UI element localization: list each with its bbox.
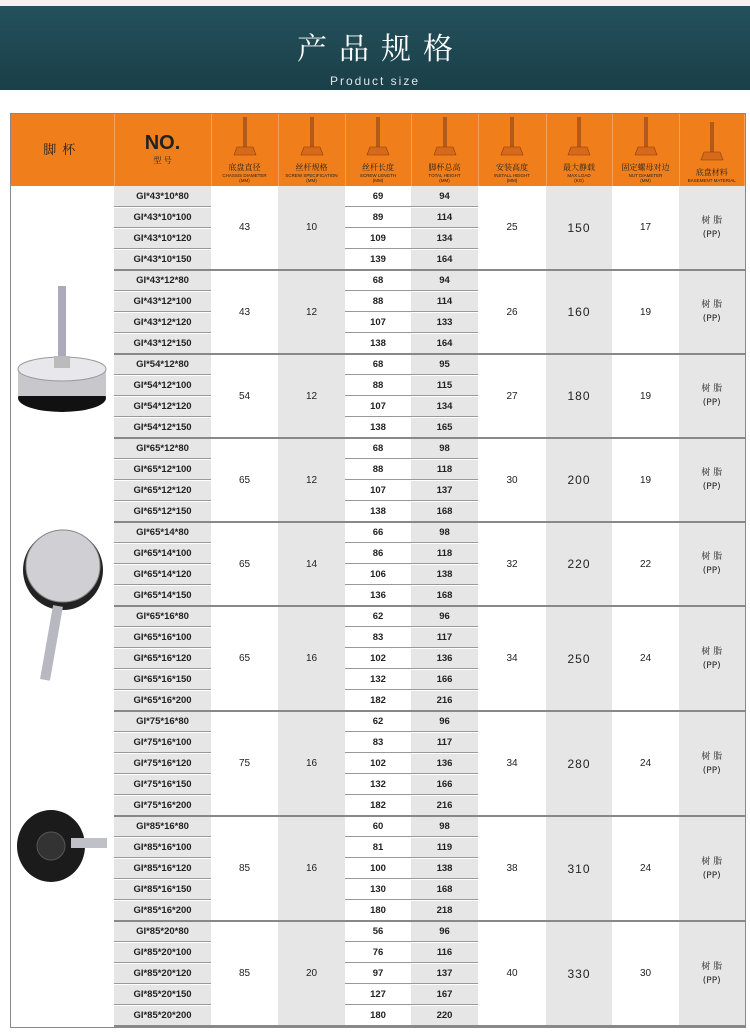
total-height: 137 xyxy=(411,963,478,984)
total-height: 164 xyxy=(411,249,478,270)
col-unit: (MM) xyxy=(439,178,450,183)
screw-length: 180 xyxy=(345,900,411,921)
total-height: 218 xyxy=(411,900,478,921)
total-height: 133 xyxy=(411,312,478,333)
chassis-diameter: 65 xyxy=(211,438,278,522)
screw-length: 132 xyxy=(345,669,411,690)
basement-material xyxy=(679,522,745,606)
nut-diameter: 24 xyxy=(612,816,679,921)
header-col xyxy=(411,114,478,186)
leveling-foot-image-3 xyxy=(17,810,107,882)
col-unit: (MM) xyxy=(306,178,317,183)
total-height: 216 xyxy=(411,690,478,711)
max-load-icon xyxy=(547,115,612,159)
total-height: 134 xyxy=(411,228,478,249)
material-code: (PP) xyxy=(702,229,721,240)
model-number: GI*65*14*80 xyxy=(114,522,211,543)
header-col xyxy=(679,114,745,186)
screw-length: 88 xyxy=(345,291,411,312)
model-number: GI*85*20*100 xyxy=(114,942,211,963)
model-number: GI*43*10*120 xyxy=(114,228,211,249)
model-number: GI*65*12*100 xyxy=(114,459,211,480)
header-col xyxy=(478,114,546,186)
table-row xyxy=(11,522,745,543)
top-strip xyxy=(0,0,750,6)
model-number: GI*43*12*150 xyxy=(114,333,211,354)
model-number: GI*54*12*100 xyxy=(114,375,211,396)
header-col xyxy=(612,114,679,186)
total-height: 138 xyxy=(411,564,478,585)
total-height: 134 xyxy=(411,396,478,417)
table-row xyxy=(11,186,745,207)
max-load: 250 xyxy=(546,606,612,711)
no-label: NO. xyxy=(144,131,181,154)
material-cn: 树 脂 xyxy=(701,961,723,972)
screw-spec: 12 xyxy=(278,270,345,354)
total-height: 118 xyxy=(411,543,478,564)
material-code: (PP) xyxy=(702,660,721,671)
total-height: 165 xyxy=(411,417,478,438)
model-number: GI*85*20*150 xyxy=(114,984,211,1005)
model-number: GI*65*12*120 xyxy=(114,480,211,501)
header-no xyxy=(114,114,211,186)
model-number: GI*43*10*80 xyxy=(114,186,211,207)
col-en: BASEMENT MATERIAL xyxy=(687,178,736,183)
install-height: 34 xyxy=(478,606,546,711)
screw-length: 136 xyxy=(345,585,411,606)
product-label: 脚杯 xyxy=(43,142,82,158)
max-load: 280 xyxy=(546,711,612,816)
screw-spec: 14 xyxy=(278,522,345,606)
nut-diameter: 19 xyxy=(612,354,679,438)
table-row xyxy=(11,438,745,459)
total-height: 220 xyxy=(411,1005,478,1026)
total-height: 114 xyxy=(411,207,478,228)
total-height: 114 xyxy=(411,291,478,312)
basement-material xyxy=(679,438,745,522)
model-number: GI*65*16*120 xyxy=(114,648,211,669)
screw-length: 69 xyxy=(345,186,411,207)
model-number: GI*75*16*120 xyxy=(114,753,211,774)
screw-spec: 16 xyxy=(278,816,345,921)
material-code: (PP) xyxy=(702,870,721,881)
screw-length: 88 xyxy=(345,375,411,396)
chassis-diameter: 75 xyxy=(211,711,278,816)
material-code: (PP) xyxy=(702,765,721,776)
total-height: 117 xyxy=(411,732,478,753)
page-title: 产品规格 xyxy=(297,32,465,67)
screw-length: 66 xyxy=(345,522,411,543)
model-number: GI*65*16*100 xyxy=(114,627,211,648)
screw-spec: 20 xyxy=(278,921,345,1026)
basement-material xyxy=(679,711,745,816)
install-height-icon xyxy=(479,115,546,159)
col-cn: 固定螺母对边 xyxy=(621,163,670,172)
screw-length: 182 xyxy=(345,690,411,711)
col-en: CHASSIS DIAMETER xyxy=(222,173,267,178)
chassis-diameter: 65 xyxy=(211,522,278,606)
screw-length: 83 xyxy=(345,732,411,753)
screw-length: 138 xyxy=(345,501,411,522)
model-number: GI*43*12*100 xyxy=(114,291,211,312)
col-cn: 底盘材料 xyxy=(695,168,728,177)
screw-length: 76 xyxy=(345,942,411,963)
nut-diameter: 19 xyxy=(612,270,679,354)
col-en: SCREW LENGTH xyxy=(359,173,397,178)
basement-material xyxy=(679,921,745,1026)
screw-length: 180 xyxy=(345,1005,411,1026)
install-height: 30 xyxy=(478,438,546,522)
total-height: 167 xyxy=(411,984,478,1005)
no-cn-label: 型 号 xyxy=(153,155,172,165)
model-number: GI*54*12*80 xyxy=(114,354,211,375)
max-load: 150 xyxy=(546,186,612,270)
total-height: 136 xyxy=(411,648,478,669)
material-cn: 树 脂 xyxy=(701,646,723,657)
screw-length: 138 xyxy=(345,333,411,354)
total-height: 98 xyxy=(411,522,478,543)
screw-length: 100 xyxy=(345,858,411,879)
model-number: GI*43*10*100 xyxy=(114,207,211,228)
model-number: GI*65*12*150 xyxy=(114,501,211,522)
screw-length: 89 xyxy=(345,207,411,228)
max-load: 220 xyxy=(546,522,612,606)
screw-length-icon xyxy=(346,115,411,159)
screw-spec: 16 xyxy=(278,711,345,816)
total-height: 96 xyxy=(411,711,478,732)
screw-length: 68 xyxy=(345,354,411,375)
col-cn: 丝杆长度 xyxy=(362,163,394,172)
total-height-icon xyxy=(412,115,478,159)
screw-spec: 12 xyxy=(278,354,345,438)
total-height: 96 xyxy=(411,921,478,942)
nut-diameter: 19 xyxy=(612,438,679,522)
screw-length: 107 xyxy=(345,480,411,501)
total-height: 168 xyxy=(411,879,478,900)
page-subtitle: Product size xyxy=(329,74,421,88)
install-height: 40 xyxy=(478,921,546,1026)
leveling-foot-image-1 xyxy=(18,286,106,412)
basement-material xyxy=(679,606,745,711)
screw-length: 132 xyxy=(345,774,411,795)
col-unit: (MM) xyxy=(372,178,384,183)
screw-length: 56 xyxy=(345,921,411,942)
table-row xyxy=(11,816,745,837)
model-number: GI*54*12*150 xyxy=(114,417,211,438)
total-height: 136 xyxy=(411,753,478,774)
model-number: GI*85*16*120 xyxy=(114,858,211,879)
col-cn: 丝杆规格 xyxy=(295,163,328,172)
install-height: 25 xyxy=(478,186,546,270)
screw-length: 62 xyxy=(345,606,411,627)
model-number: GI*43*12*120 xyxy=(114,312,211,333)
max-load: 180 xyxy=(546,354,612,438)
screw-length: 139 xyxy=(345,249,411,270)
total-height: 115 xyxy=(411,375,478,396)
material-code: (PP) xyxy=(702,314,721,324)
screw-length: 106 xyxy=(345,564,411,585)
model-number: GI*85*16*80 xyxy=(114,816,211,837)
total-height: 98 xyxy=(411,816,478,837)
material-code: (PP) xyxy=(702,566,721,576)
material-cn: 树 脂 xyxy=(701,856,723,867)
nut-diameter: 30 xyxy=(612,921,679,1026)
header-col xyxy=(278,114,345,186)
model-number: GI*65*14*100 xyxy=(114,543,211,564)
basement-material xyxy=(679,354,745,438)
model-number: GI*75*16*200 xyxy=(114,795,211,816)
col-en: SCREW SPECIFICATION xyxy=(285,173,338,178)
screw-spec: 16 xyxy=(278,606,345,711)
title-banner xyxy=(0,0,750,90)
col-en: MAX LOAD xyxy=(567,173,591,178)
total-height: 166 xyxy=(411,774,478,795)
install-height: 34 xyxy=(478,711,546,816)
model-number: GI*65*16*200 xyxy=(114,690,211,711)
total-height: 138 xyxy=(411,858,478,879)
col-en: TOTAL HEIGHT xyxy=(428,173,461,178)
table-row xyxy=(11,921,745,942)
screw-length: 109 xyxy=(345,228,411,249)
chassis-diameter: 85 xyxy=(211,921,278,1026)
screw-length: 68 xyxy=(345,270,411,291)
model-number: GI*75*16*150 xyxy=(114,774,211,795)
screw-length: 86 xyxy=(345,543,411,564)
max-load: 200 xyxy=(546,438,612,522)
material-cn: 树 脂 xyxy=(701,751,723,762)
col-en: INSTALL HEIGHT xyxy=(493,173,530,178)
header-row xyxy=(11,114,745,186)
chassis-diameter: 54 xyxy=(211,354,278,438)
basement-material xyxy=(679,816,745,921)
screw-length: 97 xyxy=(345,963,411,984)
col-en: NUT DIAMETER xyxy=(628,173,663,178)
col-cn: 安装高度 xyxy=(496,163,528,172)
header-product xyxy=(11,114,114,186)
total-height: 96 xyxy=(411,606,478,627)
total-height: 168 xyxy=(411,501,478,522)
screw-length: 102 xyxy=(345,648,411,669)
col-cn: 脚杯总高 xyxy=(428,163,461,172)
install-height: 32 xyxy=(478,522,546,606)
material-cn: 树 脂 xyxy=(701,552,723,562)
model-number: GI*43*10*150 xyxy=(114,249,211,270)
col-unit: (KG) xyxy=(574,178,584,183)
model-number: GI*54*12*120 xyxy=(114,396,211,417)
screw-length: 102 xyxy=(345,753,411,774)
install-height: 27 xyxy=(478,354,546,438)
col-unit: (MM) xyxy=(640,178,651,183)
col-cn: 底盘直径 xyxy=(228,163,261,172)
max-load: 160 xyxy=(546,270,612,354)
total-height: 137 xyxy=(411,480,478,501)
nut-diameter: 17 xyxy=(612,186,679,270)
nut-diameter: 22 xyxy=(612,522,679,606)
screw-length: 138 xyxy=(345,417,411,438)
leveling-foot-image-2 xyxy=(23,530,103,681)
total-height: 95 xyxy=(411,354,478,375)
screw-length: 107 xyxy=(345,312,411,333)
chassis-diameter: 65 xyxy=(211,606,278,711)
model-number: GI*85*20*120 xyxy=(114,963,211,984)
screw-length: 81 xyxy=(345,837,411,858)
col-unit: (MM) xyxy=(239,178,250,183)
header-col xyxy=(211,114,278,186)
screw-length: 68 xyxy=(345,438,411,459)
install-height: 26 xyxy=(478,270,546,354)
model-number: GI*65*16*80 xyxy=(114,606,211,627)
model-number: GI*85*16*150 xyxy=(114,879,211,900)
total-height: 216 xyxy=(411,795,478,816)
nut-icon xyxy=(613,115,679,159)
model-number: GI*65*16*150 xyxy=(114,669,211,690)
model-number: GI*75*16*80 xyxy=(114,711,211,732)
max-load: 330 xyxy=(546,921,612,1026)
total-height: 94 xyxy=(411,186,478,207)
nut-diameter: 24 xyxy=(612,606,679,711)
col-unit: (MM) xyxy=(506,178,518,183)
screw-length: 62 xyxy=(345,711,411,732)
screw-length: 88 xyxy=(345,459,411,480)
screw-spec: 10 xyxy=(278,186,345,270)
screw-length: 107 xyxy=(345,396,411,417)
basement-material xyxy=(679,270,745,354)
model-number: GI*75*16*100 xyxy=(114,732,211,753)
total-height: 118 xyxy=(411,459,478,480)
material-cn: 树 脂 xyxy=(701,468,723,478)
total-height: 98 xyxy=(411,438,478,459)
screw-length: 60 xyxy=(345,816,411,837)
screw-spec-icon xyxy=(279,115,345,159)
col-cn: 最大静载 xyxy=(563,163,595,172)
screw-spec: 12 xyxy=(278,438,345,522)
total-height: 116 xyxy=(411,942,478,963)
table-row xyxy=(11,270,745,291)
screw-length: 127 xyxy=(345,984,411,1005)
install-height: 38 xyxy=(478,816,546,921)
model-number: GI*85*20*80 xyxy=(114,921,211,942)
max-load: 310 xyxy=(546,816,612,921)
model-number: GI*85*16*200 xyxy=(114,900,211,921)
material-cn: 树 脂 xyxy=(701,215,723,226)
screw-length: 182 xyxy=(345,795,411,816)
table-row xyxy=(11,711,745,732)
table-row xyxy=(11,354,745,375)
chassis-diameter: 85 xyxy=(211,816,278,921)
chassis-diameter: 43 xyxy=(211,186,278,270)
total-height: 166 xyxy=(411,669,478,690)
total-height: 168 xyxy=(411,585,478,606)
product-images xyxy=(11,186,114,1026)
model-number: GI*85*16*100 xyxy=(114,837,211,858)
total-height: 119 xyxy=(411,837,478,858)
header-col xyxy=(546,114,612,186)
screw-length: 83 xyxy=(345,627,411,648)
spec-table xyxy=(10,113,746,1028)
total-height: 164 xyxy=(411,333,478,354)
screw-length: 130 xyxy=(345,879,411,900)
material-code: (PP) xyxy=(702,398,721,408)
material-code: (PP) xyxy=(702,975,721,986)
table-row xyxy=(11,606,745,627)
basement-material xyxy=(679,186,745,270)
model-number: GI*65*12*80 xyxy=(114,438,211,459)
basement-icon xyxy=(680,120,745,164)
header-col xyxy=(345,114,411,186)
model-number: GI*43*12*80 xyxy=(114,270,211,291)
total-height: 117 xyxy=(411,627,478,648)
nut-diameter: 24 xyxy=(612,711,679,816)
material-code: (PP) xyxy=(702,482,721,492)
model-number: GI*65*14*150 xyxy=(114,585,211,606)
chassis-diameter: 43 xyxy=(211,270,278,354)
chassis-diameter-icon xyxy=(212,115,278,159)
model-number: GI*65*14*120 xyxy=(114,564,211,585)
material-cn: 树 脂 xyxy=(701,300,723,310)
total-height: 94 xyxy=(411,270,478,291)
material-cn: 树 脂 xyxy=(701,384,723,394)
model-number: GI*85*20*200 xyxy=(114,1005,211,1026)
